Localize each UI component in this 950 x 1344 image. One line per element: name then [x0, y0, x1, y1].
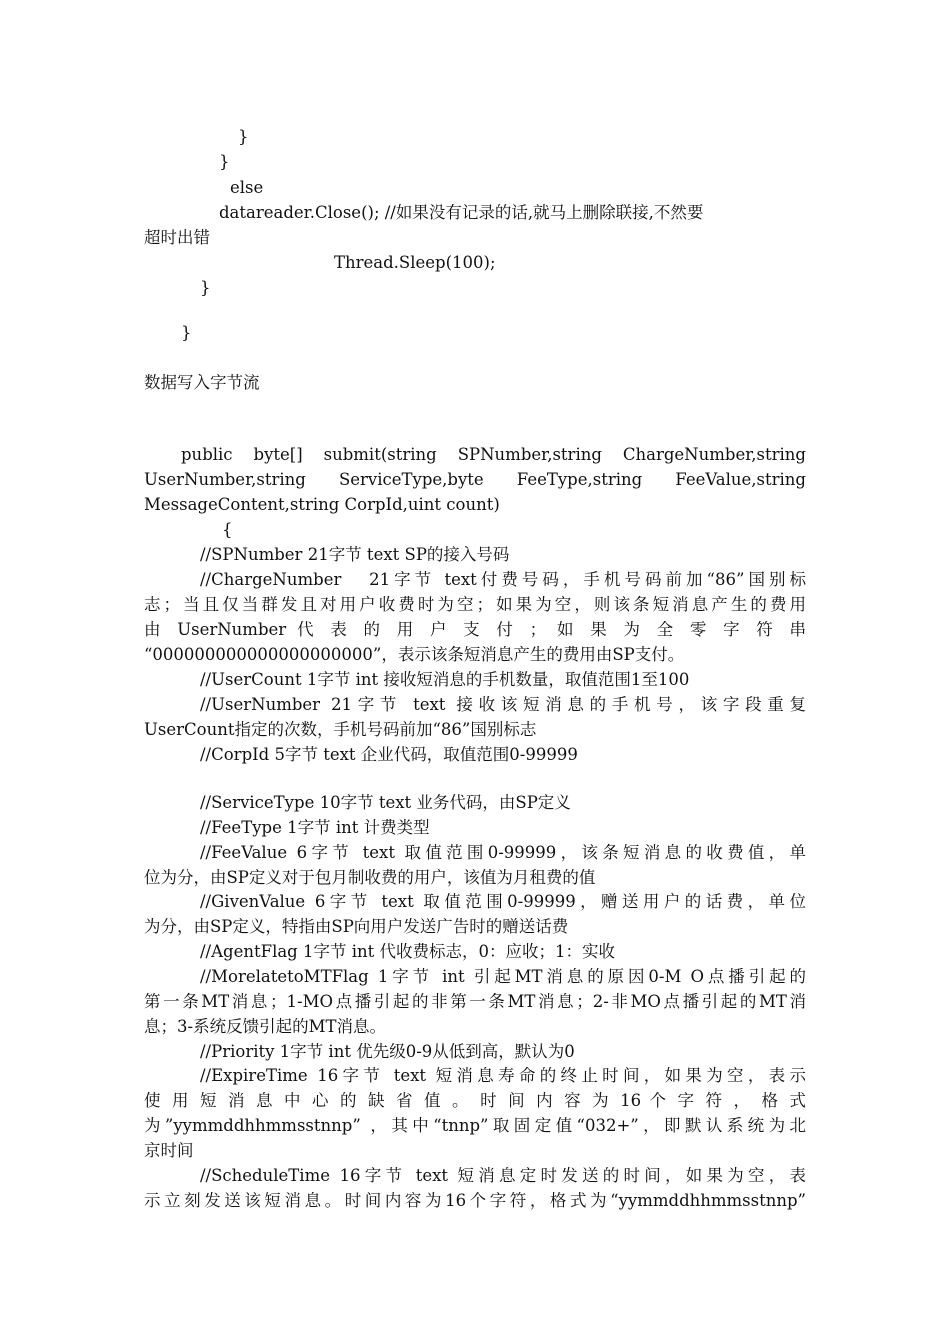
comment-service-type: //ServiceType 10字节 text 业务代码，由SP定义 [200, 793, 571, 812]
comment-corp-id: //CorpId 5字节 text 企业代码，取值范围0-99999 [200, 745, 578, 764]
comment-fee-value: //FeeValue 6字节 text 取值范围0-99999，该条短消息的收费值，单 [200, 843, 806, 862]
comment-expire-time: 为”yymmddhhmmsstnnp” ，其中“tnnp”取固定值“032+”，即默认系统为北 [144, 1116, 806, 1135]
comment-charge-number: 志；当且仅当群发且对用户收费时为空；如果为空，则该条短消息产生的费用 [144, 595, 806, 614]
comment-given-value: //GivenValue 6字节 text 取值范围0-99999，赠送用户的话费，单位 [200, 892, 806, 911]
comment-morelate-flag: //MorelatetoMTFlag 1字节 int 引起MT消息的原因0-M O点播引起的 [200, 967, 806, 986]
code-brace-close: } [181, 323, 192, 342]
comment-agent-flag: //AgentFlag 1字节 int 代收费标志，0：应收；1：实收 [200, 942, 616, 961]
code-brace-close: } [219, 152, 230, 171]
comment-expire-time: 京时间 [144, 1141, 194, 1160]
comment-morelate-flag: 息；3-系统反馈引起的MT消息。 [144, 1017, 386, 1036]
signature-line: UserNumber,string ServiceType,byte FeeType,string FeeValue,string [144, 470, 806, 489]
signature-line: MessageContent,string CorpId,uint count) [144, 495, 500, 514]
comment-schedule-time: 示立刻发送该短消息。时间内容为16个字符，格式为“yymmddhhmmsstnnp” [144, 1191, 806, 1210]
code-else: else [230, 178, 264, 197]
comment-fee-type: //FeeType 1字节 int 计费类型 [200, 818, 430, 837]
comment-morelate-flag: 第一条MT消息；1-MO点播引起的非第一条MT消息；2-非MO点播引起的MT消 [144, 992, 806, 1011]
comment-user-count: //UserCount 1字节 int 接收短消息的手机数量，取值范围1至100 [200, 670, 690, 689]
comment-charge-number: 由 UserNumber 代 表 的 用 户 支 付 ； 如 果 为 全 零 字 符 串 [144, 620, 806, 639]
comment-user-number: //UserNumber 21字节 text 接收该短消息的手机号，该字段重复 [200, 695, 806, 714]
comment-priority: //Priority 1字节 int 优先级0-9从低到高，默认为0 [200, 1042, 575, 1061]
code-close-statement: datareader.Close(); //如果没有记录的话,就马上删除联接,不然要 [219, 203, 704, 222]
comment-schedule-time: //ScheduleTime 16字节 text 短消息定时发送的时间，如果为空，表 [200, 1166, 806, 1185]
code-brace-close: } [200, 278, 211, 297]
code-close-statement-wrap: 超时出错 [144, 228, 210, 247]
comment-given-value: 为分，由SP定义，特指由SP向用户发送广告时的赠送话费 [144, 917, 569, 936]
code-thread-sleep: Thread.Sleep(100); [334, 253, 496, 272]
code-brace-close: } [238, 127, 249, 146]
comment-charge-number: //ChargeNumber 21字节 text付费号码，手机号码前加“86”国别标 [200, 570, 806, 589]
signature-line: public byte[] submit(string SPNumber,string ChargeNumber,string [181, 445, 806, 464]
section-heading: 数据写入字节流 [144, 373, 260, 392]
comment-user-number: UserCount指定的次数，手机号码前加“86”国别标志 [144, 720, 537, 739]
comment-expire-time: 使 用 短 消 息 中 心 的 缺 省 值 。 时 间 内 容 为 16 个 字 符 ， 格 式 [144, 1091, 806, 1110]
comment-fee-value: 位为分，由SP定义对于包月制收费的用户，该值为月租费的值 [144, 868, 596, 887]
signature-open-brace: { [222, 520, 233, 539]
comment-sp-number: //SPNumber 21字节 text SP的接入号码 [200, 545, 510, 564]
comment-expire-time: //ExpireTime 16字节 text 短消息寿命的终止时间，如果为空，表示 [200, 1066, 806, 1085]
comment-charge-number: “000000000000000000000”，表示该条短消息产生的费用由SP支付。 [144, 645, 685, 664]
